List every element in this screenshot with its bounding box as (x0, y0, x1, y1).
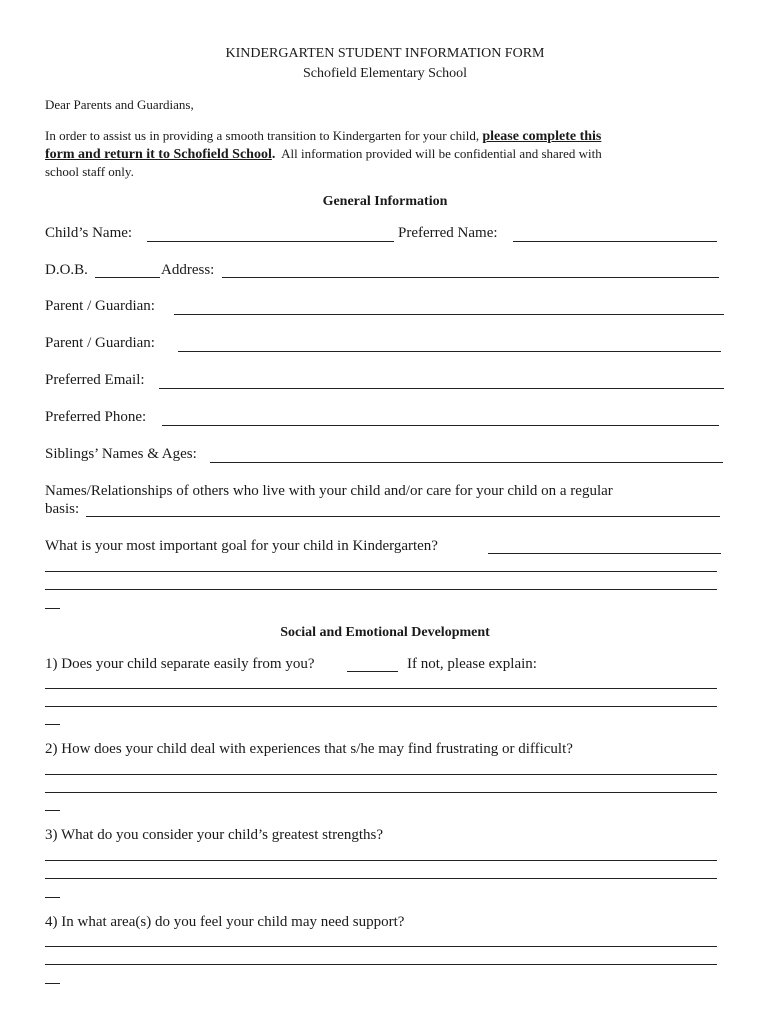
question-4-field-line-2[interactable] (45, 964, 717, 965)
intro-emphasis: please complete this (482, 129, 602, 144)
others-label-line-1: Names/Relationships of others who live with your child and/or care for your child on a regular (45, 483, 613, 499)
others-label-line-2: basis: (45, 501, 80, 517)
question-1-field-line-1[interactable] (45, 688, 717, 689)
section-heading-social: Social and Emotional Development (280, 625, 490, 640)
intro-text: In order to assist us in providing a smooth transition to Kindergarten for your child, (45, 128, 483, 143)
preferred-email-label: Preferred Email: (45, 372, 145, 388)
section-heading-general: General Information (322, 194, 448, 209)
preferred-name-field[interactable] (513, 241, 717, 242)
school-name: Schofield Elementary School (302, 66, 468, 81)
childs-name-field[interactable] (147, 241, 394, 242)
goal-field-line-1[interactable] (488, 553, 721, 554)
intro-line-1 (45, 128, 601, 145)
intro-line-3: school staff only. (45, 164, 134, 179)
question-2-field-line-2[interactable] (45, 792, 717, 793)
question-1-label: 1) Does your child separate easily from you? (45, 656, 315, 672)
dob-label: D.O.B. (45, 262, 88, 278)
parent-guardian-2-label: Parent / Guardian: (45, 335, 155, 351)
parent-guardian-1-field[interactable] (174, 314, 724, 315)
salutation: Dear Parents and Guardians, (45, 97, 194, 112)
preferred-phone-field[interactable] (162, 425, 719, 426)
question-1-field-line-2[interactable] (45, 706, 717, 707)
goal-label: What is your most important goal for your child in Kindergarten? (45, 538, 438, 554)
goal-field-line-end (45, 608, 60, 609)
siblings-field[interactable] (210, 462, 723, 463)
question-2-label: 2) How does your child deal with experiences that s/he may find frustrating or difficult? (45, 741, 573, 757)
question-1-answer-short[interactable] (347, 671, 398, 672)
siblings-label: Siblings’ Names & Ages: (45, 446, 197, 462)
form-title: KINDERGARTEN STUDENT INFORMATION FORM (225, 46, 545, 61)
question-3-label: 3) What do you consider your child’s greatest strengths? (45, 827, 383, 843)
parent-guardian-1-label: Parent / Guardian: (45, 298, 155, 314)
address-label: Address: (161, 262, 215, 278)
preferred-name-label: Preferred Name: (398, 225, 498, 241)
question-2-field-line-end (45, 810, 60, 811)
address-field[interactable] (222, 277, 719, 278)
question-3-field-line-2[interactable] (45, 878, 717, 879)
preferred-email-field[interactable] (159, 388, 724, 389)
dob-field[interactable] (95, 277, 160, 278)
question-4-label: 4) In what area(s) do you feel your child may need support? (45, 914, 405, 930)
parent-guardian-2-field[interactable] (178, 351, 721, 352)
others-field[interactable] (86, 516, 720, 517)
question-1-field-line-end (45, 724, 60, 725)
question-3-field-line-end (45, 897, 60, 898)
preferred-phone-label: Preferred Phone: (45, 409, 147, 425)
intro-line-2 (45, 146, 602, 163)
question-4-field-line-end (45, 983, 60, 984)
intro-text-2: All information provided will be confidential and shared with (275, 146, 602, 161)
goal-field-line-3[interactable] (45, 589, 717, 590)
intro-emphasis-2: form and return it to Schofield School (45, 147, 272, 162)
question-2-field-line-1[interactable] (45, 774, 717, 775)
childs-name-label: Child’s Name: (45, 225, 133, 241)
intro-period: . (271, 147, 276, 162)
question-1-explain-label: If not, please explain: (407, 656, 537, 672)
goal-field-line-2[interactable] (45, 571, 717, 572)
question-3-field-line-1[interactable] (45, 860, 717, 861)
question-4-field-line-1[interactable] (45, 946, 717, 947)
